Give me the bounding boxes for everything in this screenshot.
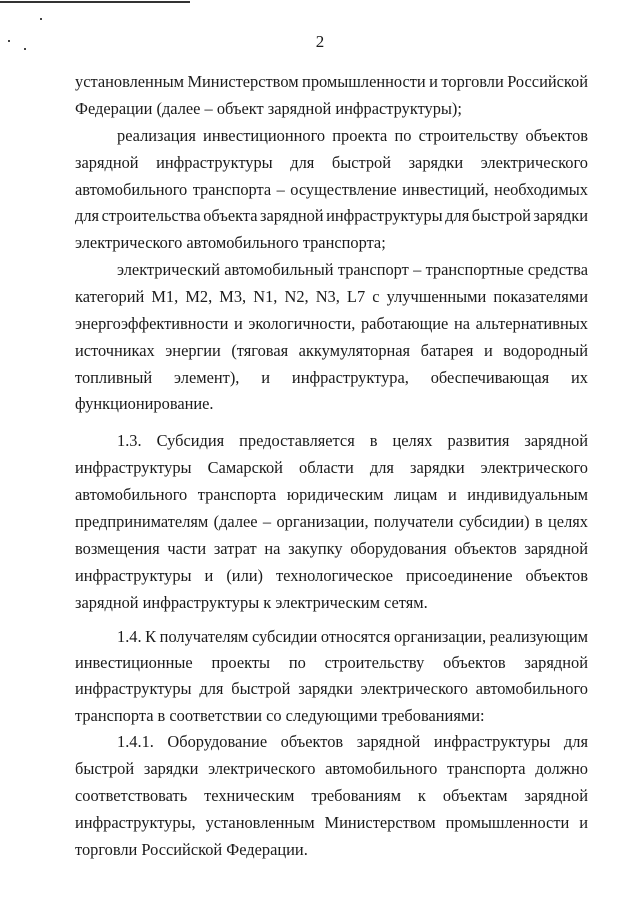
text-line: соответствовать техническим требованиям к объектам зарядной <box>75 786 588 805</box>
scan-artifact-line <box>0 1 190 3</box>
text-line: для строительства объекта зарядной инфраструктуры для быстрой зарядки <box>75 206 588 225</box>
text-line: зарядной инфраструктуры к электрическим сетям. <box>75 593 428 612</box>
text-line: 1.3. Субсидия предоставляется в целях развития зарядной <box>117 431 588 450</box>
scan-speck <box>8 40 10 42</box>
text-line: электрический автомобильный транспорт – транспортные средства <box>117 260 588 279</box>
scan-speck <box>24 48 26 50</box>
text-line: 1.4.1. Оборудование объектов зарядной инфраструктуры для <box>117 732 588 751</box>
text-line: электрического автомобильного транспорта; <box>75 233 386 252</box>
text-line: энергоэффективности и экологичности, работающие на альтернативных <box>75 314 588 333</box>
text-line: категорий M1, M2, M3, N1, N2, N3, L7 с улучшенными показателями <box>75 287 588 306</box>
text-line: автомобильного транспорта юридическим лицам и индивидуальным <box>75 485 588 504</box>
text-line: возмещения части затрат на закупку оборудования объектов зарядной <box>75 539 588 558</box>
text-line: инфраструктуры и (или) технологическое присоединение объектов <box>75 566 588 585</box>
text-line: инфраструктуры Самарской области для зарядки электрического <box>75 458 588 477</box>
text-line: реализация инвестиционного проекта по строительству объектов <box>117 126 588 145</box>
text-line: установленным Министерством промышленности и торговли Российской <box>75 72 588 91</box>
text-line: инфраструктуры, установленным Министерством промышленности и <box>75 813 588 832</box>
text-line: 1.4. К получателям субсидии относятся организации, реализующим <box>117 627 588 646</box>
text-line: инвестиционные проекты по строительству объектов зарядной <box>75 653 588 672</box>
text-line: быстрой зарядки электрического автомобильного транспорта должно <box>75 759 588 778</box>
text-line: транспорта в соответствии со следующими требованиями: <box>75 706 485 725</box>
text-line: Федерации (далее – объект зарядной инфраструктуры); <box>75 99 462 118</box>
page-number: 2 <box>315 32 325 51</box>
text-line: автомобильного транспорта – осуществление инвестиций, необходимых <box>75 180 588 199</box>
text-line: торговли Российской Федерации. <box>75 840 308 859</box>
text-line: предпринимателям (далее – организации, получатели субсидии) в целях <box>75 512 588 531</box>
text-line: инфраструктуры для быстрой зарядки электрического автомобильного <box>75 679 588 698</box>
scan-speck <box>40 18 42 20</box>
text-line: источниках энергии (тяговая аккумуляторная батарея и водородный <box>75 341 588 360</box>
text-line: зарядной инфраструктуры для быстрой зарядки электрического <box>75 153 588 172</box>
text-line: функционирование. <box>75 394 214 413</box>
text-line: топливный элемент), и инфраструктура, обеспечивающая их <box>75 368 588 387</box>
